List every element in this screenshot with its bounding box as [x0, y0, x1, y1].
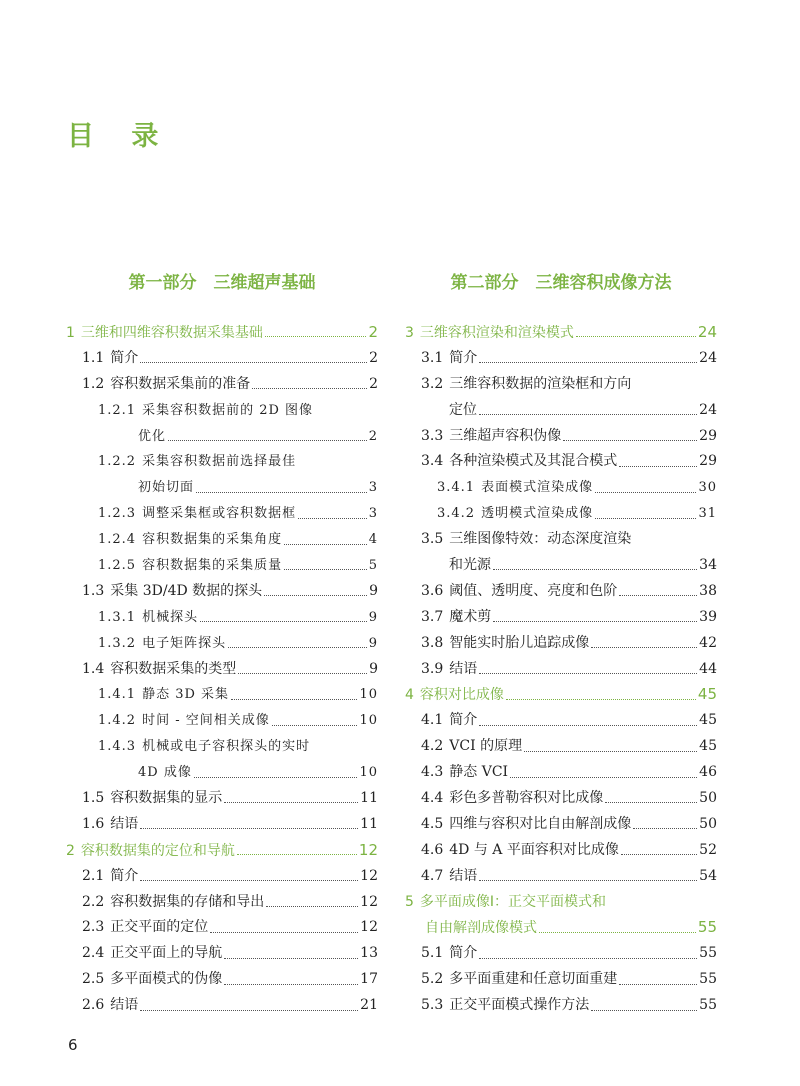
toc-entry-number: 3	[405, 325, 414, 341]
toc-entry-page: 31	[698, 506, 717, 522]
toc-entry-title: 4D 成像	[138, 765, 192, 781]
toc-entry-number: 2.4	[82, 945, 105, 962]
toc-entry[interactable]	[405, 424, 717, 450]
toc-entry[interactable]	[66, 708, 378, 734]
dot-leader	[479, 673, 697, 674]
toc-entry-title: 魔术剪	[449, 608, 492, 625]
toc-entry-number: 4.2	[421, 738, 444, 755]
toc-entry-page: 24	[699, 401, 717, 418]
toc-entry[interactable]	[66, 890, 378, 916]
toc-entry[interactable]	[405, 398, 717, 424]
toc-entry-title: 机械探头	[142, 609, 199, 625]
toc-entry-title: VCI 的原理	[449, 738, 523, 755]
toc-entry-title: 正交平面模式操作方法	[449, 997, 590, 1014]
toc-entry-page: 12	[360, 919, 378, 936]
toc-entry-number: 3.2	[421, 375, 444, 392]
toc-entry-number: 4	[405, 687, 414, 704]
dot-leader	[224, 984, 358, 985]
toc-entry-number: 1.5	[82, 790, 105, 807]
toc-entry[interactable]	[66, 346, 378, 372]
toc-entry-number: 1.2.2	[98, 454, 137, 470]
toc-entry-page: 2	[369, 375, 378, 392]
toc-entry-number: 1.2	[82, 375, 105, 392]
toc-entry-number: 1	[66, 325, 75, 341]
toc-entry-title: 透明模式渲染成像	[481, 506, 594, 522]
dot-leader	[633, 828, 697, 829]
dot-leader	[595, 518, 696, 519]
toc-entry-number: 2.3	[82, 919, 105, 936]
toc-entry[interactable]	[405, 501, 717, 527]
dot-leader	[591, 1010, 697, 1011]
toc-entry-title: 容积数据采集前的准备	[110, 375, 251, 392]
dot-leader	[479, 362, 697, 363]
toc-entry-number: 1.6	[82, 815, 105, 832]
dot-leader	[284, 569, 367, 570]
toc-entry[interactable]	[405, 786, 717, 812]
toc-entry-page: 5	[368, 558, 378, 574]
toc-entry-page: 39	[699, 608, 717, 625]
toc-entry-page: 42	[699, 634, 717, 651]
toc-entry-title: 4D 与 A 平面容积对比成像	[449, 841, 619, 858]
toc-entry-page: 24	[699, 349, 717, 366]
dot-leader	[140, 362, 367, 363]
toc-entry-title: 简介	[449, 349, 478, 366]
toc-entry[interactable]	[66, 501, 378, 527]
toc-entry[interactable]	[66, 993, 378, 1019]
toc-entry-title: 多平面成像Ⅰ：正交平面模式和	[419, 893, 607, 910]
toc-entry-page: 50	[699, 790, 717, 807]
toc-entry-page: 55	[699, 945, 717, 962]
toc-entry[interactable]	[405, 734, 717, 760]
toc-entries-right	[405, 320, 717, 1019]
dot-leader	[200, 621, 367, 622]
dot-leader	[479, 725, 697, 726]
dot-leader	[506, 699, 696, 700]
toc-entry[interactable]	[66, 424, 378, 450]
toc-entry-title: 采集容积数据前选择最佳	[142, 454, 297, 470]
dot-leader	[479, 880, 697, 881]
toc-entry-title: 多平面模式的伪像	[110, 971, 223, 988]
toc-entry[interactable]	[66, 915, 378, 941]
toc-entry-page: 9	[369, 582, 378, 599]
toc-entry-title: 彩色多普勒容积对比成像	[449, 790, 604, 807]
toc-entry-title: 自由解剖成像模式	[425, 920, 537, 937]
toc-entry-title: 表面模式渲染成像	[481, 480, 594, 496]
toc-entry-number: 3.6	[421, 582, 444, 599]
toc-entry-page: 46	[699, 764, 717, 781]
dot-leader	[196, 492, 367, 493]
toc-entry-page: 2	[369, 349, 378, 366]
toc-entry-title: 容积数据集的采集质量	[142, 558, 283, 574]
toc-entry-number: 2	[66, 842, 75, 859]
toc-entry[interactable]	[405, 605, 717, 631]
dot-leader	[231, 699, 357, 700]
toc-entry[interactable]	[405, 760, 717, 786]
toc-entry[interactable]	[405, 320, 717, 346]
toc-entry-page: 21	[360, 997, 378, 1014]
toc-entry[interactable]	[66, 475, 378, 501]
toc-entry[interactable]	[405, 346, 717, 372]
dot-leader	[194, 777, 358, 778]
toc-entry-title: 结语	[449, 867, 478, 884]
dot-leader	[576, 336, 696, 337]
toc-entry-page: 11	[360, 790, 378, 807]
toc-entry-page: 44	[699, 660, 717, 677]
dot-leader	[563, 440, 697, 441]
toc-entry-title: 阈值、透明度、亮度和色阶	[449, 582, 618, 599]
page-title: 目 录	[67, 121, 173, 152]
toc-entry-page: 55	[699, 971, 717, 988]
toc-entry-page: 17	[360, 971, 378, 988]
toc-entry-title: 智能实时胎儿追踪成像	[449, 634, 590, 651]
toc-entry-number: 1.2.1	[98, 402, 137, 418]
dot-leader	[168, 440, 367, 441]
toc-entry-title: 容积数据集的采集角度	[142, 532, 283, 548]
toc-entry-page: 10	[359, 765, 378, 781]
toc-entry-title: 定位	[449, 401, 477, 418]
dot-leader	[605, 802, 697, 803]
toc-entry-page: 9	[369, 660, 378, 677]
toc-entry-number: 4.3	[421, 764, 444, 781]
toc-entry-title: 容积数据集的显示	[110, 790, 223, 807]
toc-entry-number: 3.4.1	[437, 480, 476, 496]
toc-entry-title: 采集容积数据前的 2D 图像	[142, 402, 314, 418]
toc-entry-number: 1.3.2	[98, 635, 137, 651]
toc-entry-page: 45	[697, 685, 717, 704]
toc-entry[interactable]	[405, 812, 717, 838]
toc-entry-title: 各种渲染模式及其混合模式	[449, 453, 618, 470]
toc-entry-number: 1.4.2	[98, 713, 137, 729]
toc-entry[interactable]	[405, 941, 717, 967]
toc-entry-title: 机械或电子容积探头的实时	[142, 739, 311, 755]
toc-entry-page: 4	[368, 532, 378, 548]
toc-entry-title: 容积数据集的定位和导航	[80, 842, 235, 859]
toc-entry[interactable]	[66, 760, 378, 786]
toc-entry-number: 1.3.1	[98, 609, 137, 625]
toc-entry-page: 29	[699, 453, 717, 470]
dot-leader	[210, 932, 358, 933]
toc-entry[interactable]	[405, 682, 717, 708]
toc-entry-page: 2	[368, 428, 378, 444]
toc-entry-page: 24	[697, 323, 717, 341]
toc-entry-title: 简介	[110, 867, 139, 884]
dot-leader	[228, 647, 367, 648]
toc-entry[interactable]	[405, 890, 717, 916]
toc-entry-number: 1.1	[82, 349, 105, 366]
toc-entry[interactable]	[66, 734, 378, 760]
toc-entry-title: 正交平面上的导航	[110, 945, 223, 962]
part-one-heading: 第一部分 三维超声基础	[128, 273, 316, 293]
toc-entry-number: 3.8	[421, 634, 444, 651]
toc-entry[interactable]	[66, 967, 378, 993]
toc-entry-page: 55	[697, 918, 717, 937]
toc-entry-title: 正交平面的定位	[110, 919, 209, 936]
toc-entry[interactable]	[405, 475, 717, 501]
toc-entry-number: 1.2.5	[98, 558, 137, 574]
dot-leader	[479, 414, 697, 415]
toc-entry[interactable]	[405, 579, 717, 605]
toc-entry-page: 3	[368, 480, 378, 496]
dot-leader	[619, 595, 697, 596]
toc-entry-title: 优化	[138, 428, 167, 444]
toc-entry[interactable]	[66, 605, 378, 631]
toc-entry-page: 29	[699, 427, 717, 444]
toc-entry-number: 2.6	[82, 997, 105, 1014]
toc-entry-page: 54	[699, 867, 717, 884]
toc-entry-title: 简介	[449, 712, 478, 729]
toc-entry-page: 11	[360, 815, 378, 832]
dot-leader	[619, 466, 697, 467]
toc-entry-title: 三维容积数据的渲染框和方向	[449, 375, 632, 392]
toc-entry-title: 三维超声容积伪像	[449, 427, 562, 444]
dot-leader	[621, 854, 697, 855]
toc-entry-page: 45	[699, 738, 717, 755]
toc-entry-number: 1.2.3	[98, 506, 137, 522]
part-two-heading: 第二部分 三维容积成像方法	[450, 273, 672, 293]
dot-leader	[266, 906, 358, 907]
dot-leader	[140, 880, 358, 881]
toc-entry-title: 调整采集框或容积数据框	[142, 506, 297, 522]
dot-leader	[252, 388, 367, 389]
dot-leader	[272, 725, 358, 726]
toc-entry-number: 1.3	[82, 582, 105, 599]
toc-entry-title: 多平面重建和任意切面重建	[449, 971, 618, 988]
dot-leader	[479, 958, 697, 959]
toc-entry-number: 5.3	[421, 997, 444, 1014]
toc-entry-number: 4.4	[421, 790, 444, 807]
toc-entry-number: 3.1	[421, 349, 444, 366]
page-number: 6	[68, 1036, 78, 1054]
dot-leader	[224, 958, 358, 959]
toc-entry-page: 45	[699, 712, 717, 729]
toc-entry[interactable]	[405, 657, 717, 683]
toc-entry[interactable]	[66, 631, 378, 657]
toc-entry-title: 简介	[110, 349, 139, 366]
toc-entry-page: 2	[368, 323, 378, 341]
dot-leader	[284, 544, 367, 545]
toc-entry-title: 电子矩阵探头	[142, 635, 227, 651]
toc-entry-page: 12	[360, 867, 378, 884]
dot-leader	[264, 595, 367, 596]
toc-entry-number: 3.7	[421, 608, 444, 625]
toc-entry-page: 10	[359, 687, 378, 703]
toc-entry-title: 时间 - 空间相关成像	[142, 713, 270, 729]
toc-entry[interactable]	[405, 372, 717, 398]
toc-entry[interactable]	[405, 864, 717, 890]
toc-entry-page: 9	[368, 609, 378, 625]
toc-entry-title: 简介	[449, 945, 478, 962]
toc-entry-number: 3.9	[421, 660, 444, 677]
dot-leader	[595, 492, 696, 493]
toc-entry-title: 三维图像特效：动态深度渲染	[449, 531, 632, 548]
toc-entry-number: 1.4.3	[98, 739, 137, 755]
toc-entry[interactable]	[66, 372, 378, 398]
dot-leader	[619, 984, 697, 985]
toc-entry[interactable]	[405, 708, 717, 734]
toc-entry-number: 2.5	[82, 971, 105, 988]
toc-entry[interactable]	[405, 993, 717, 1019]
toc-entry-title: 静态 VCI	[449, 764, 509, 781]
dot-leader	[539, 932, 696, 933]
dot-leader	[238, 673, 367, 674]
dot-leader	[493, 621, 697, 622]
toc-entry-page: 34	[699, 557, 717, 574]
dot-leader	[298, 518, 367, 519]
toc-entry[interactable]	[66, 838, 378, 864]
toc-entry-title: 采集 3D/4D 数据的探头	[110, 582, 263, 599]
toc-entry[interactable]	[66, 398, 378, 424]
toc-entry-title: 静态 3D 采集	[142, 687, 230, 703]
toc-entry-page: 55	[699, 997, 717, 1014]
toc-entry[interactable]	[66, 553, 378, 579]
toc-entry-number: 1.2.4	[98, 532, 137, 548]
toc-entry-page: 13	[360, 945, 378, 962]
toc-entry-title: 四维与容积对比自由解剖成像	[449, 815, 632, 832]
toc-entry[interactable]	[66, 682, 378, 708]
toc-entries-left	[66, 320, 378, 1019]
toc-entry-number: 1.4	[82, 660, 105, 677]
toc-entry-page: 10	[359, 713, 378, 729]
toc-entry-number: 3.4	[421, 453, 444, 470]
toc-entry-page: 38	[699, 582, 717, 599]
toc-entry[interactable]	[66, 786, 378, 812]
toc-entry-number: 4.1	[421, 712, 444, 729]
toc-entry-page: 3	[368, 506, 378, 522]
toc-entry-title: 结语	[110, 997, 139, 1014]
toc-entry-title: 结语	[110, 815, 139, 832]
dot-leader	[140, 1010, 358, 1011]
toc-entry-number: 4.5	[421, 815, 444, 832]
dot-leader	[524, 751, 697, 752]
toc-entry[interactable]	[405, 527, 717, 553]
toc-column-part-two	[405, 268, 717, 1019]
toc-entry-page: 52	[699, 841, 717, 858]
toc-entry-title: 结语	[449, 660, 478, 677]
toc-entry-number: 4.7	[421, 867, 444, 884]
dot-leader	[493, 569, 697, 570]
dot-leader	[237, 854, 357, 855]
toc-entry-page: 50	[699, 815, 717, 832]
toc-entry-number: 5.1	[421, 945, 444, 962]
toc-entry-number: 3.5	[421, 531, 444, 548]
toc-entry-title: 容积数据集的存储和导出	[110, 893, 265, 910]
toc-entry[interactable]	[66, 657, 378, 683]
toc-entry-title: 容积数据采集的类型	[110, 660, 237, 677]
dot-leader	[140, 828, 358, 829]
toc-entry[interactable]	[405, 915, 717, 941]
toc-entry[interactable]	[66, 449, 378, 475]
toc-entry[interactable]	[66, 812, 378, 838]
toc-entry[interactable]	[66, 864, 378, 890]
toc-entry-title: 和光源	[449, 557, 491, 574]
toc-entry-number: 5	[405, 893, 414, 910]
toc-entry-number: 1.4.1	[98, 687, 137, 703]
toc-entry[interactable]	[405, 967, 717, 993]
toc-entry[interactable]	[66, 579, 378, 605]
toc-entry[interactable]	[405, 553, 717, 579]
dot-leader	[265, 336, 367, 337]
toc-entry[interactable]	[405, 631, 717, 657]
toc-entry-number: 2.2	[82, 893, 105, 910]
dot-leader	[510, 777, 697, 778]
toc-entry[interactable]	[405, 838, 717, 864]
toc-entry-page: 12	[360, 893, 378, 910]
toc-entry-number: 4.6	[421, 841, 444, 858]
toc-entry-number: 5.2	[421, 971, 444, 988]
toc-entry-number: 3.3	[421, 427, 444, 444]
toc-column-part-one	[66, 268, 378, 1019]
toc-entry[interactable]	[66, 320, 378, 346]
toc-entry-page: 9	[368, 635, 378, 651]
toc-entry-title: 容积对比成像	[419, 687, 504, 704]
toc-entry-title: 初始切面	[138, 480, 195, 496]
toc-entry-title: 三维和四维容积数据采集基础	[80, 325, 263, 341]
toc-entry-page: 12	[358, 840, 378, 859]
toc-entry-title: 三维容积渲染和渲染模式	[419, 325, 574, 341]
toc-entry-number: 3.4.2	[437, 506, 476, 522]
toc-entry-number: 2.1	[82, 867, 105, 884]
toc-entry[interactable]	[66, 941, 378, 967]
toc-entry[interactable]	[66, 527, 378, 553]
toc-entry[interactable]	[405, 449, 717, 475]
dot-leader	[224, 802, 358, 803]
toc-entry-page: 30	[698, 480, 717, 496]
dot-leader	[591, 647, 697, 648]
